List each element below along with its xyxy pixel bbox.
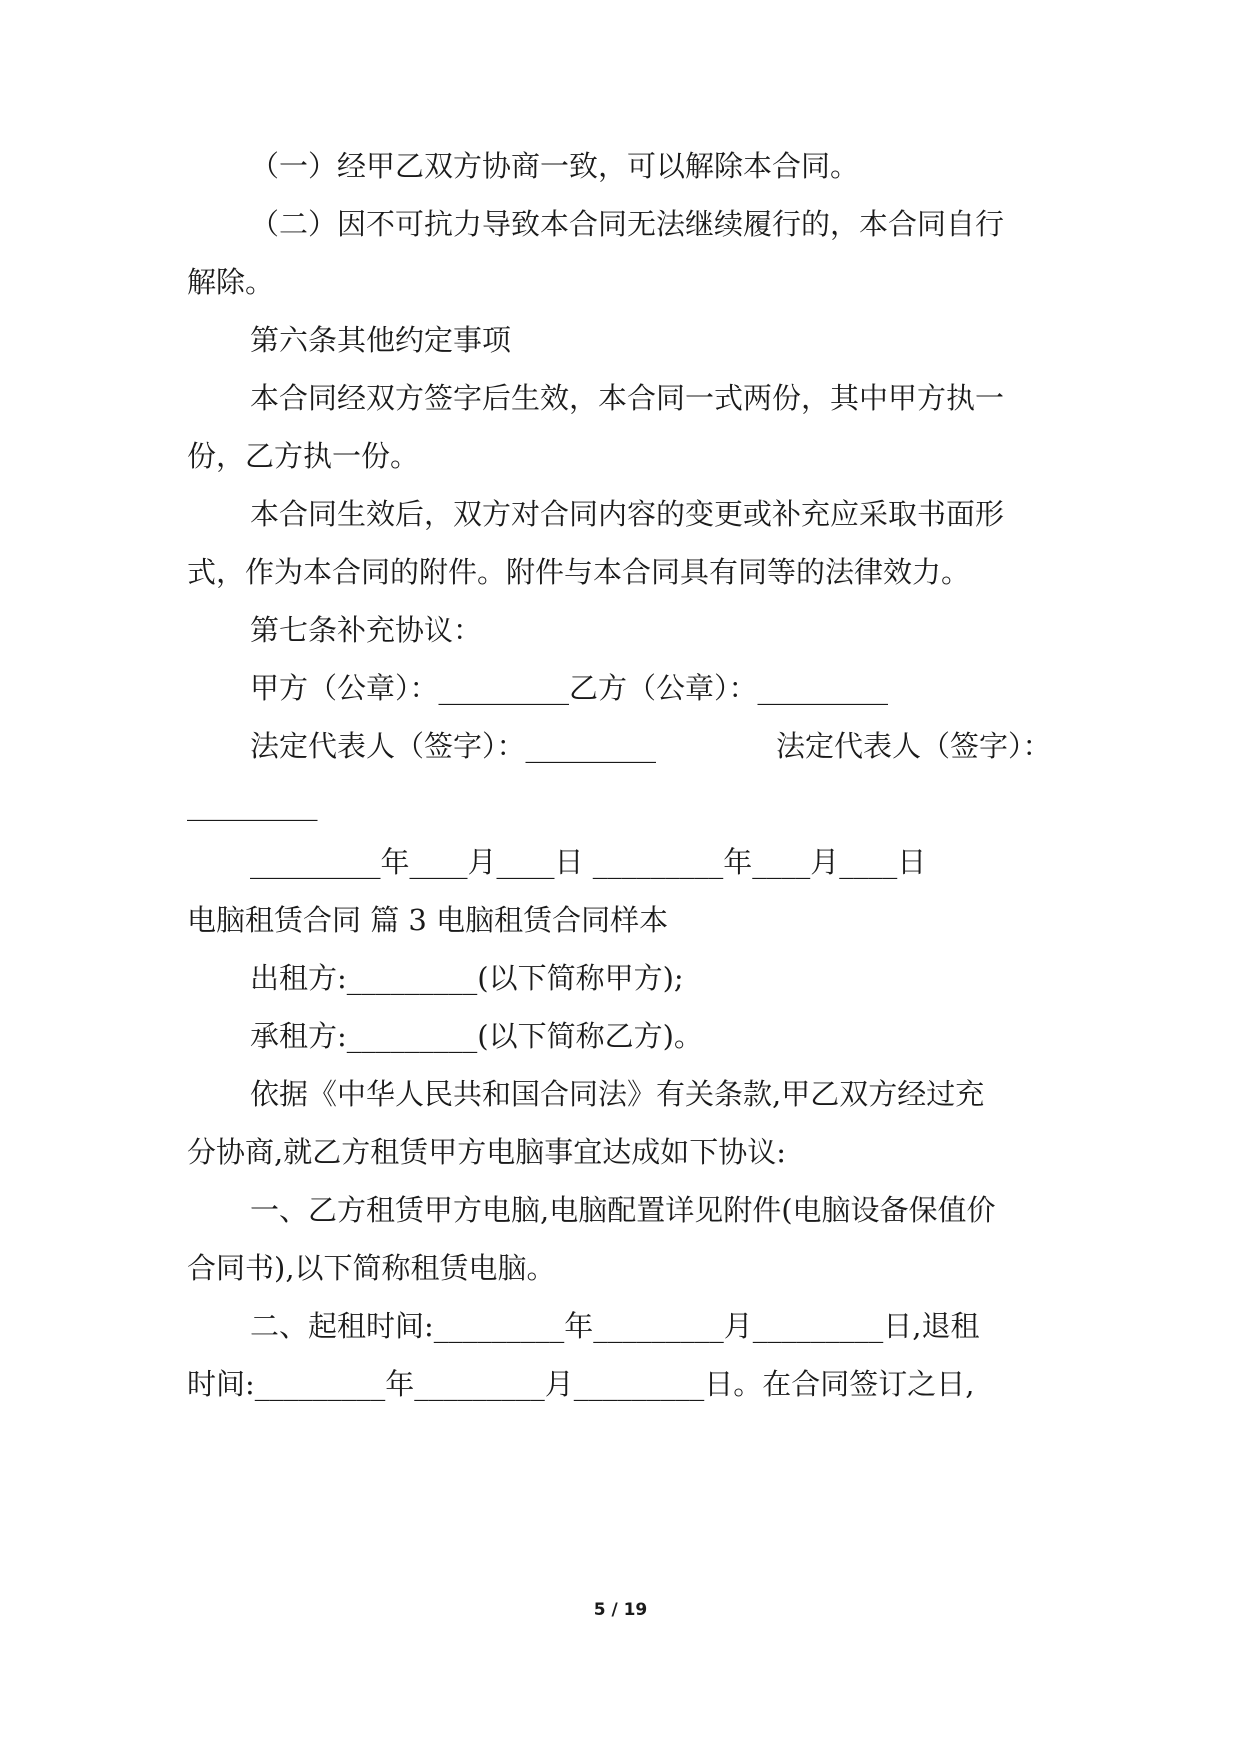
clause-2-line-1: 二、起租时间:_________年_________月_________日,退租 bbox=[250, 1309, 980, 1343]
article-6-para-2: 本合同生效后，双方对合同内容的变更或补充应采取书面形 bbox=[250, 497, 1005, 531]
clause-termination-1: （一）经甲乙双方协商一致，可以解除本合同。 bbox=[250, 149, 860, 183]
page-number: 5 / 19 bbox=[593, 1600, 648, 1620]
clause-termination-2-cont: 解除。 bbox=[187, 265, 275, 299]
party-seal-line: 甲方（公章）：_________乙方（公章）：_________ bbox=[250, 671, 889, 705]
preamble-line-2: 分协商,就乙方租赁甲方电脑事宜达成如下协议: bbox=[187, 1135, 786, 1169]
lessee-line: 承租方:_________(以下简称乙方)。 bbox=[250, 1019, 703, 1053]
article-6-heading: 第六条其他约定事项 bbox=[250, 323, 512, 357]
article-7-heading: 第七条补充协议： bbox=[250, 613, 483, 647]
legal-rep-a: 法定代表人（签字）：_________ bbox=[250, 729, 657, 763]
signing-dates: _________年____月____日 _________年____月____日 bbox=[250, 845, 927, 879]
lessor-line: 出租方:_________(以下简称甲方); bbox=[250, 961, 684, 995]
clause-termination-2: （二）因不可抗力导致本合同无法继续履行的，本合同自行 bbox=[250, 207, 1005, 241]
legal-rep-b-blank: _________ bbox=[187, 787, 318, 821]
clause-1-line-2: 合同书),以下简称租赁电脑。 bbox=[187, 1251, 556, 1285]
preamble-line-1: 依据《中华人民共和国合同法》有关条款,甲乙双方经过充 bbox=[250, 1077, 985, 1111]
legal-rep-b: 法定代表人（签字）： bbox=[776, 729, 1052, 763]
clause-1-line-1: 一、乙方租赁甲方电脑,电脑配置详见附件(电脑设备保值价 bbox=[250, 1193, 996, 1227]
section-title: 电脑租赁合同 篇 3 电脑租赁合同样本 bbox=[187, 903, 669, 937]
article-6-para-1: 本合同经双方签字后生效，本合同一式两份，其中甲方执一 bbox=[250, 381, 1005, 415]
article-6-para-1-cont: 份，乙方执一份。 bbox=[187, 439, 420, 473]
clause-2-line-2: 时间:_________年_________月_________日。在合同签订之日, bbox=[187, 1367, 975, 1401]
article-6-para-2-cont: 式，作为本合同的附件。附件与本合同具有同等的法律效力。 bbox=[187, 555, 971, 589]
